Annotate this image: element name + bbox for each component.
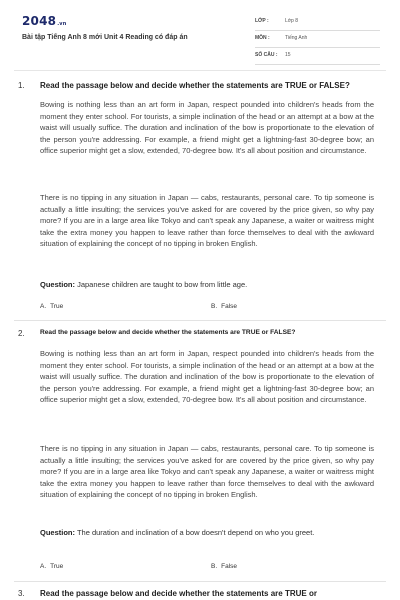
question-number: 1. xyxy=(18,81,25,90)
question-label: Question: xyxy=(40,528,75,537)
document-title: Bài tập Tiếng Anh 8 mới Unit 4 Reading có đáp án xyxy=(22,34,188,41)
option-letter: B. xyxy=(211,563,218,570)
meta-value: Lớp 8 xyxy=(285,18,299,24)
option-text: False xyxy=(221,303,238,310)
option-b[interactable] xyxy=(211,563,237,570)
option-text: True xyxy=(50,563,64,570)
question-instruction: Read the passage below and decide whether the statements are TRUE or xyxy=(40,589,317,598)
question-label: Question: xyxy=(40,280,75,289)
passage-paragraph-2: There is no tipping in any situation in Japan — cabs, restaurants, personal care. To tip someone is actually a little insulting; the services you've asked for are covered by the price given, so why pay more? If you are in a large area like Tokyo and can't speak any Japanese, a waiter or waitress might take the extra money you happen to leave rather than force themselves to deal with the awkward situation of explaining the concept of no tipping in broken English. xyxy=(40,444,374,500)
document-meta xyxy=(255,16,380,67)
site-logo[interactable] xyxy=(22,14,67,28)
passage-paragraph-1: Bowing is nothing less than an art form in Japan, respect pounded into children's heads from the moment they enter school. For tourists, a simple inclination of the head or an attempt at a bow at the waist will usually suffice. The duration and inclination of the bow is proportionate to the elevation of the person you're addressing. For example, a friend might get a lightning-fast 30-degree bow; an office superior might get a slow, extended, 70-degree bow. It's all about position and circumstance. xyxy=(40,349,374,405)
meta-row-count xyxy=(255,50,380,65)
option-letter: B. xyxy=(211,303,218,310)
header-divider xyxy=(14,70,386,71)
meta-row-subject xyxy=(255,33,380,48)
question-text: The duration and inclination of a bow doesn't depend on who you greet. xyxy=(76,528,315,537)
question-3 xyxy=(18,589,382,600)
question-prompt xyxy=(40,279,374,291)
question-2 xyxy=(18,329,382,581)
meta-row-class xyxy=(255,16,380,31)
page-header xyxy=(0,0,400,62)
meta-value: Tiếng Anh xyxy=(285,35,308,41)
question-text: Japanese children are taught to bow from little age. xyxy=(77,280,248,289)
option-b[interactable] xyxy=(211,303,237,310)
question-divider xyxy=(14,581,386,582)
option-letter: A. xyxy=(40,563,47,570)
question-1 xyxy=(18,81,382,321)
option-a[interactable] xyxy=(40,303,63,310)
passage-paragraph-1: Bowing is nothing less than an art form in Japan, respect pounded into children's heads from the moment they enter school. For tourists, a simple inclination of the head or an attempt at a bow at the waist will usually suffice. The duration and inclination of the bow is proportionate to the elevation of the person you're addressing. For example, a friend might get a lightning-fast 30-degree bow; an office superior might get a slow, extended, 70-degree bow. It's all about position and circumstance. xyxy=(40,100,374,156)
logo-text: 2048 xyxy=(22,14,57,28)
option-letter: A. xyxy=(40,303,47,310)
meta-label: LỚP : xyxy=(255,18,269,24)
question-number: 2. xyxy=(18,329,25,338)
question-prompt xyxy=(40,527,374,539)
option-text: False xyxy=(221,563,238,570)
question-divider xyxy=(14,320,386,321)
question-number: 3. xyxy=(18,589,25,598)
meta-label: MÔN : xyxy=(255,35,270,41)
option-text: True xyxy=(50,303,64,310)
question-instruction: Read the passage below and decide whether the statements are TRUE or FALSE? xyxy=(40,329,296,336)
option-a[interactable] xyxy=(40,563,63,570)
question-instruction: Read the passage below and decide whether the statements are TRUE or FALSE? xyxy=(40,81,350,90)
passage-paragraph-2: There is no tipping in any situation in Japan — cabs, restaurants, personal care. To tip someone is actually a little insulting; the services you've asked for are covered by the price given, so why pay more? If you are in a large area like Tokyo and can't speak any Japanese, a waiter or waitress might take the extra money you happen to leave rather than force themselves to deal with the awkward situation of explaining the concept of no tipping in broken English. xyxy=(40,193,374,249)
logo-domain: .vn xyxy=(57,21,67,27)
meta-label: SỐ CÂU : xyxy=(255,52,278,58)
meta-value: 15 xyxy=(285,52,291,58)
